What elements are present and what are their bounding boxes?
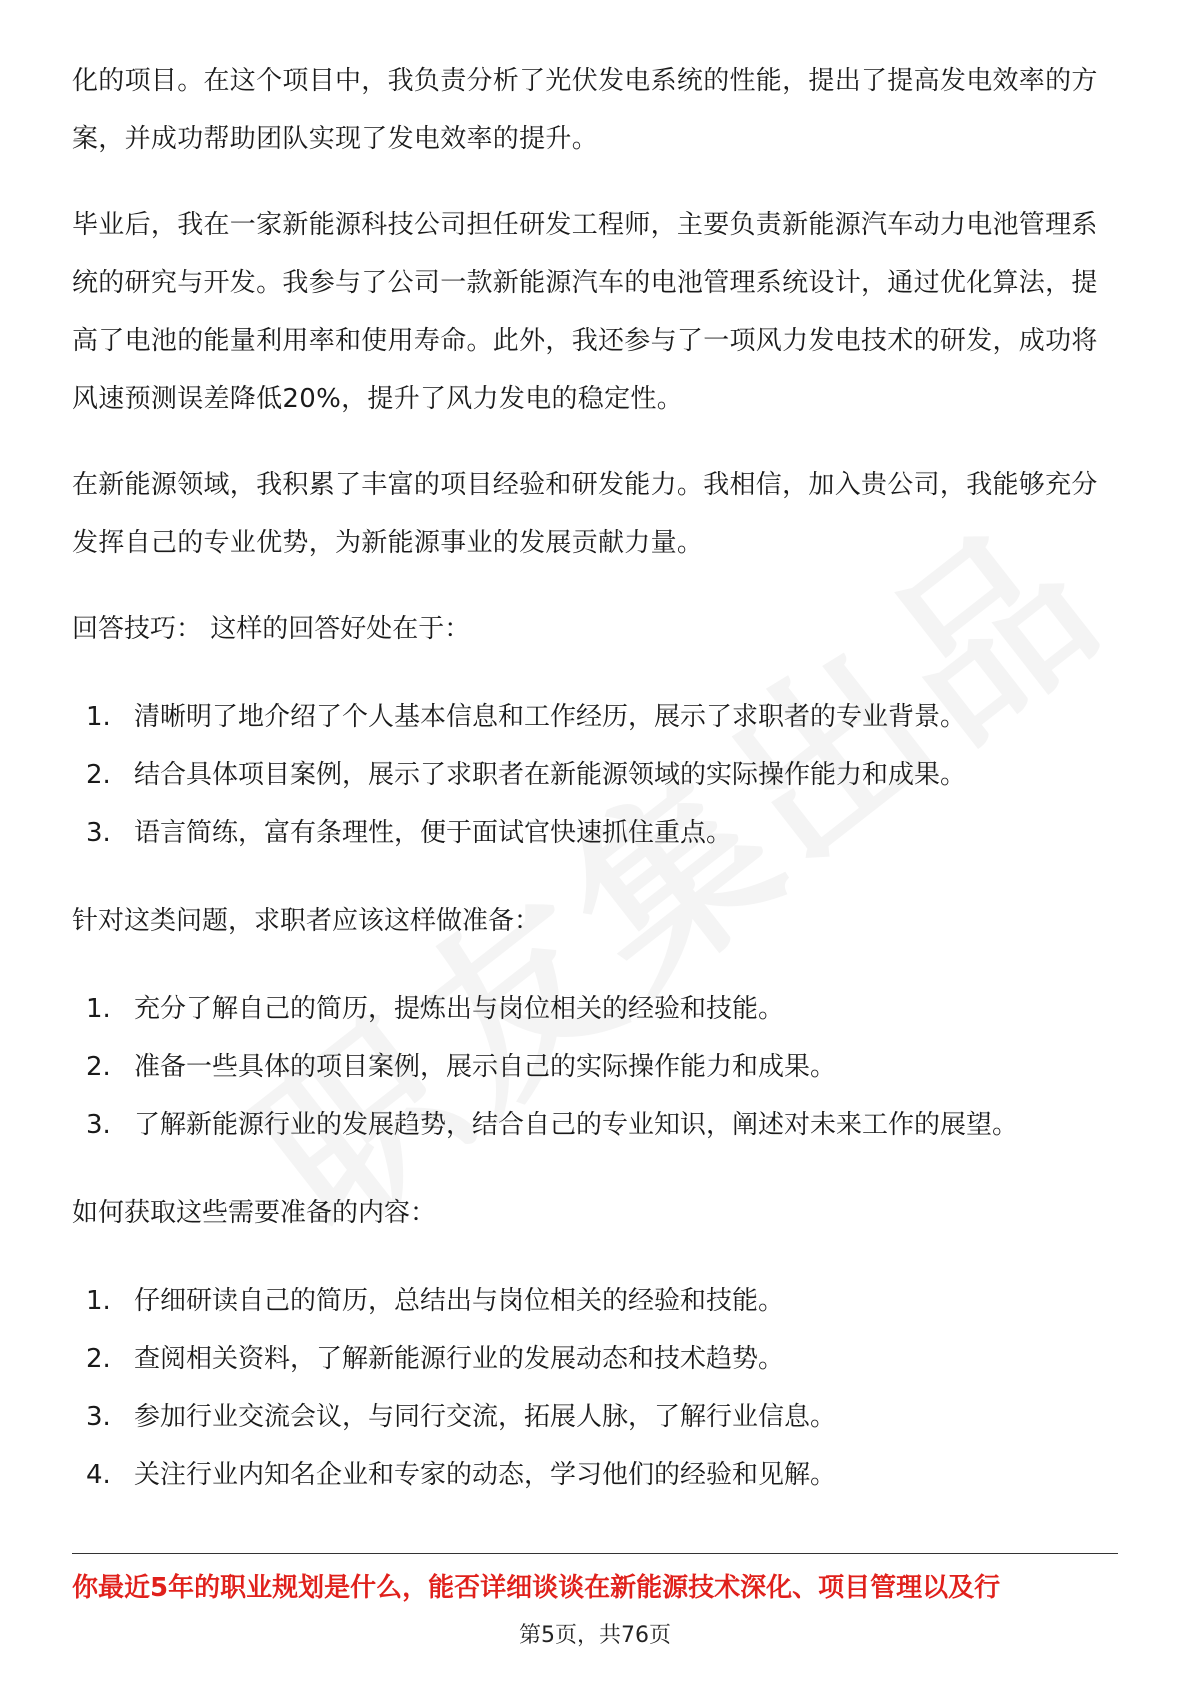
- list-number: 1.: [86, 702, 111, 732]
- list-number: 2.: [86, 1344, 111, 1374]
- list-number: 4.: [86, 1460, 111, 1490]
- list-item: [72, 746, 1118, 804]
- list-item: [72, 1446, 1118, 1504]
- section-divider: [72, 1553, 1118, 1554]
- page-footer: 第5页，共76页: [519, 1623, 671, 1648]
- list-number: 1.: [86, 1286, 111, 1316]
- paragraph: 毕业后，我在一家新能源科技公司担任研发工程师，主要负责新能源汽车动力电池管理系统的研究与开发。我参与了公司一款新能源汽车的电池管理系统设计，通过优化算法，提高了电池的能量利用率和使用寿命。此外，我还参与了一项风力发电技术的研发，成功将风速预测误差降低20%，提升了风力发电的稳定性。: [72, 210, 1098, 414]
- next-question-heading: 你最近5年的职业规划是什么，能否详细谈谈在新能源技术深化、项目管理以及行: [72, 1573, 1001, 1603]
- paragraph: 在新能源领域，我积累了丰富的项目经验和研发能力。我相信，加入贵公司，我能够充分发挥自己的专业优势，为新能源事业的发展贡献力量。: [72, 470, 1098, 558]
- list-item: [72, 688, 1118, 746]
- list-number: 3.: [86, 1110, 111, 1140]
- list-text: 语言简练，富有条理性，便于面试官快速抓住重点。: [134, 818, 733, 848]
- list-text: 准备一些具体的项目案例，展示自己的实际操作能力和成果。: [134, 1052, 837, 1082]
- list-text: 参加行业交流会议，与同行交流，拓展人脉，了解行业信息。: [134, 1402, 837, 1432]
- list-number: 3.: [86, 818, 111, 848]
- prep-list: [72, 980, 1118, 1154]
- list-text: 清晰明了地介绍了个人基本信息和工作经历，展示了求职者的专业背景。: [134, 702, 967, 732]
- list-text: 结合具体项目案例，展示了求职者在新能源领域的实际操作能力和成果。: [134, 760, 967, 790]
- list-item: [72, 1038, 1118, 1096]
- list-item: [72, 1388, 1118, 1446]
- document-body: [72, 52, 1118, 1534]
- list-number: 2.: [86, 1052, 111, 1082]
- list-text: 关注行业内知名企业和专家的动态，学习他们的经验和见解。: [134, 1460, 837, 1490]
- list-item: [72, 1330, 1118, 1388]
- list-item: [72, 1096, 1118, 1154]
- list-item: [72, 804, 1118, 862]
- list-number: 2.: [86, 760, 111, 790]
- tips-list: [72, 688, 1118, 862]
- paragraph: 化的项目。在这个项目中，我负责分析了光伏发电系统的性能，提出了提高发电效率的方案，并成功帮助团队实现了发电效率的提升。: [72, 66, 1098, 154]
- list-number: 1.: [86, 994, 111, 1024]
- list-text: 充分了解自己的简历，提炼出与岗位相关的经验和技能。: [134, 994, 785, 1024]
- list-number: 3.: [86, 1402, 111, 1432]
- obtain-heading: 如何获取这些需要准备的内容：: [72, 1198, 437, 1228]
- list-text: 了解新能源行业的发展趋势，结合自己的专业知识，阐述对未来工作的展望。: [134, 1110, 1019, 1140]
- list-text: 查阅相关资料，了解新能源行业的发展动态和技术趋势。: [134, 1344, 785, 1374]
- obtain-list: [72, 1272, 1118, 1504]
- prep-heading: 针对这类问题，求职者应该这样做准备：: [72, 906, 541, 936]
- list-item: [72, 1272, 1118, 1330]
- tips-heading: 回答技巧： 这样的回答好处在于：: [72, 614, 471, 644]
- list-item: [72, 980, 1118, 1038]
- list-text: 仔细研读自己的简历，总结出与岗位相关的经验和技能。: [134, 1286, 785, 1316]
